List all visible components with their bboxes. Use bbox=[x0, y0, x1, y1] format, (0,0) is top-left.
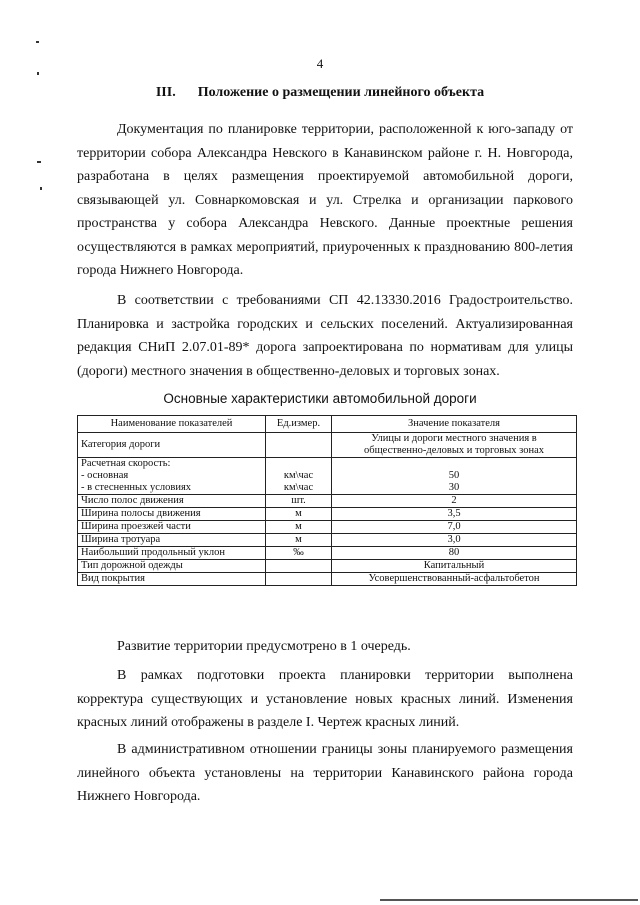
scan-edge-line bbox=[380, 899, 638, 901]
row-unit: м bbox=[266, 521, 332, 534]
name-line: - основная bbox=[81, 470, 129, 481]
value-line: 50 bbox=[448, 470, 460, 481]
page-number: 4 bbox=[316, 56, 324, 71]
row-unit bbox=[266, 433, 332, 458]
scan-mark bbox=[40, 187, 42, 190]
row-unit: м bbox=[266, 534, 332, 547]
row-unit: ‰ bbox=[266, 547, 332, 560]
paragraph-purpose: Документация по планировке территории, расположенной к юго-западу от территории собора Александра Невского в Канавинском районе г. Н. Новгорода, разработана в целях размещения проектируемой автомобильной дороги, связывающей ул. Совнаркомовская и ул. Стрелка и организации паркового пространства у собора Александра Невского. Данные проектные решения осуществляются в рамках мероприятий, приуроченных к празднованию 800-летия города Нижнего Новгорода. bbox=[77, 122, 573, 278]
scan-mark bbox=[36, 41, 39, 43]
section-heading bbox=[0, 85, 640, 101]
row-name: Ширина тротуара bbox=[78, 534, 266, 547]
row-value: 7,0 bbox=[332, 521, 577, 534]
row-value: 3,5 bbox=[332, 508, 577, 521]
table-row bbox=[78, 547, 577, 560]
value-line: 30 bbox=[448, 482, 460, 493]
paragraph-red-lines: В рамках подготовки проекта планировки территории выполнена корректура существующих и установление новых красных линий. Изменения красных линий отображены в разделе I. Чертеж красных линий. bbox=[77, 668, 573, 730]
table-row bbox=[78, 521, 577, 534]
paragraph-stage: Развитие территории предусмотрено в 1 очередь. bbox=[117, 639, 411, 654]
value-line: общественно-деловых и торговых зонах bbox=[363, 445, 544, 456]
scan-mark bbox=[37, 72, 39, 75]
row-unit: шт. bbox=[266, 495, 332, 508]
table-row bbox=[78, 560, 577, 573]
unit-line: км\час bbox=[283, 470, 314, 481]
row-unit: м bbox=[266, 508, 332, 521]
row-name: Категория дороги bbox=[78, 433, 266, 458]
row-value: 3,0 bbox=[332, 534, 577, 547]
header-unit: Ед.измер. bbox=[266, 416, 332, 433]
row-name: Тип дорожной одежды bbox=[78, 560, 266, 573]
unit-line: км\час bbox=[283, 482, 314, 493]
row-value bbox=[332, 433, 577, 458]
section-number: III. bbox=[155, 85, 176, 100]
table-row bbox=[78, 573, 577, 586]
table-row bbox=[78, 458, 577, 495]
row-value: 2 bbox=[332, 495, 577, 508]
table-caption: Основные характеристики автомобильной дороги bbox=[163, 391, 477, 406]
row-name: Ширина проезжей части bbox=[78, 521, 266, 534]
name-line: - в стесненных условиях bbox=[81, 482, 192, 493]
row-unit bbox=[266, 560, 332, 573]
value-line: Улицы и дороги местного значения в bbox=[371, 433, 537, 444]
row-name: Наибольший продольный уклон bbox=[78, 547, 266, 560]
row-unit bbox=[266, 458, 332, 495]
row-value: Усовершенствованный-асфальтобетон bbox=[332, 573, 577, 586]
row-value: Капитальный bbox=[332, 560, 577, 573]
row-name: Число полос движения bbox=[78, 495, 266, 508]
section-title: Положение о размещении линейного объекта bbox=[197, 85, 485, 100]
paragraph-standards: В соответствии с требованиями СП 42.13330.2016 Градостроительство. Планировка и застройка городских и сельских поселений. Актуализированная редакция СНиП 2.07.01-89* дорога запроектирована по нормативам для улицы (дороги) местного значения в общественно-деловых и торговых зонах. bbox=[77, 293, 573, 379]
table-row bbox=[78, 534, 577, 547]
row-name: Ширина полосы движения bbox=[78, 508, 266, 521]
row-value bbox=[332, 458, 577, 495]
name-line: Расчетная скорость: bbox=[81, 458, 171, 469]
header-value: Значение показателя bbox=[332, 416, 577, 433]
road-characteristics-table bbox=[77, 415, 577, 586]
row-value: 80 bbox=[332, 547, 577, 560]
table-row bbox=[78, 433, 577, 458]
table-row bbox=[78, 508, 577, 521]
header-name: Наименование показателей bbox=[78, 416, 266, 433]
table-header-row bbox=[78, 416, 577, 433]
table-row bbox=[78, 495, 577, 508]
row-name: Вид покрытия bbox=[78, 573, 266, 586]
paragraph-location: В административном отношении границы зоны планируемого размещения линейного объекта установлены на территории Канавинского района города Нижнего Новгорода. bbox=[77, 742, 573, 804]
row-unit bbox=[266, 573, 332, 586]
row-name bbox=[78, 458, 266, 495]
scan-mark bbox=[37, 161, 41, 163]
